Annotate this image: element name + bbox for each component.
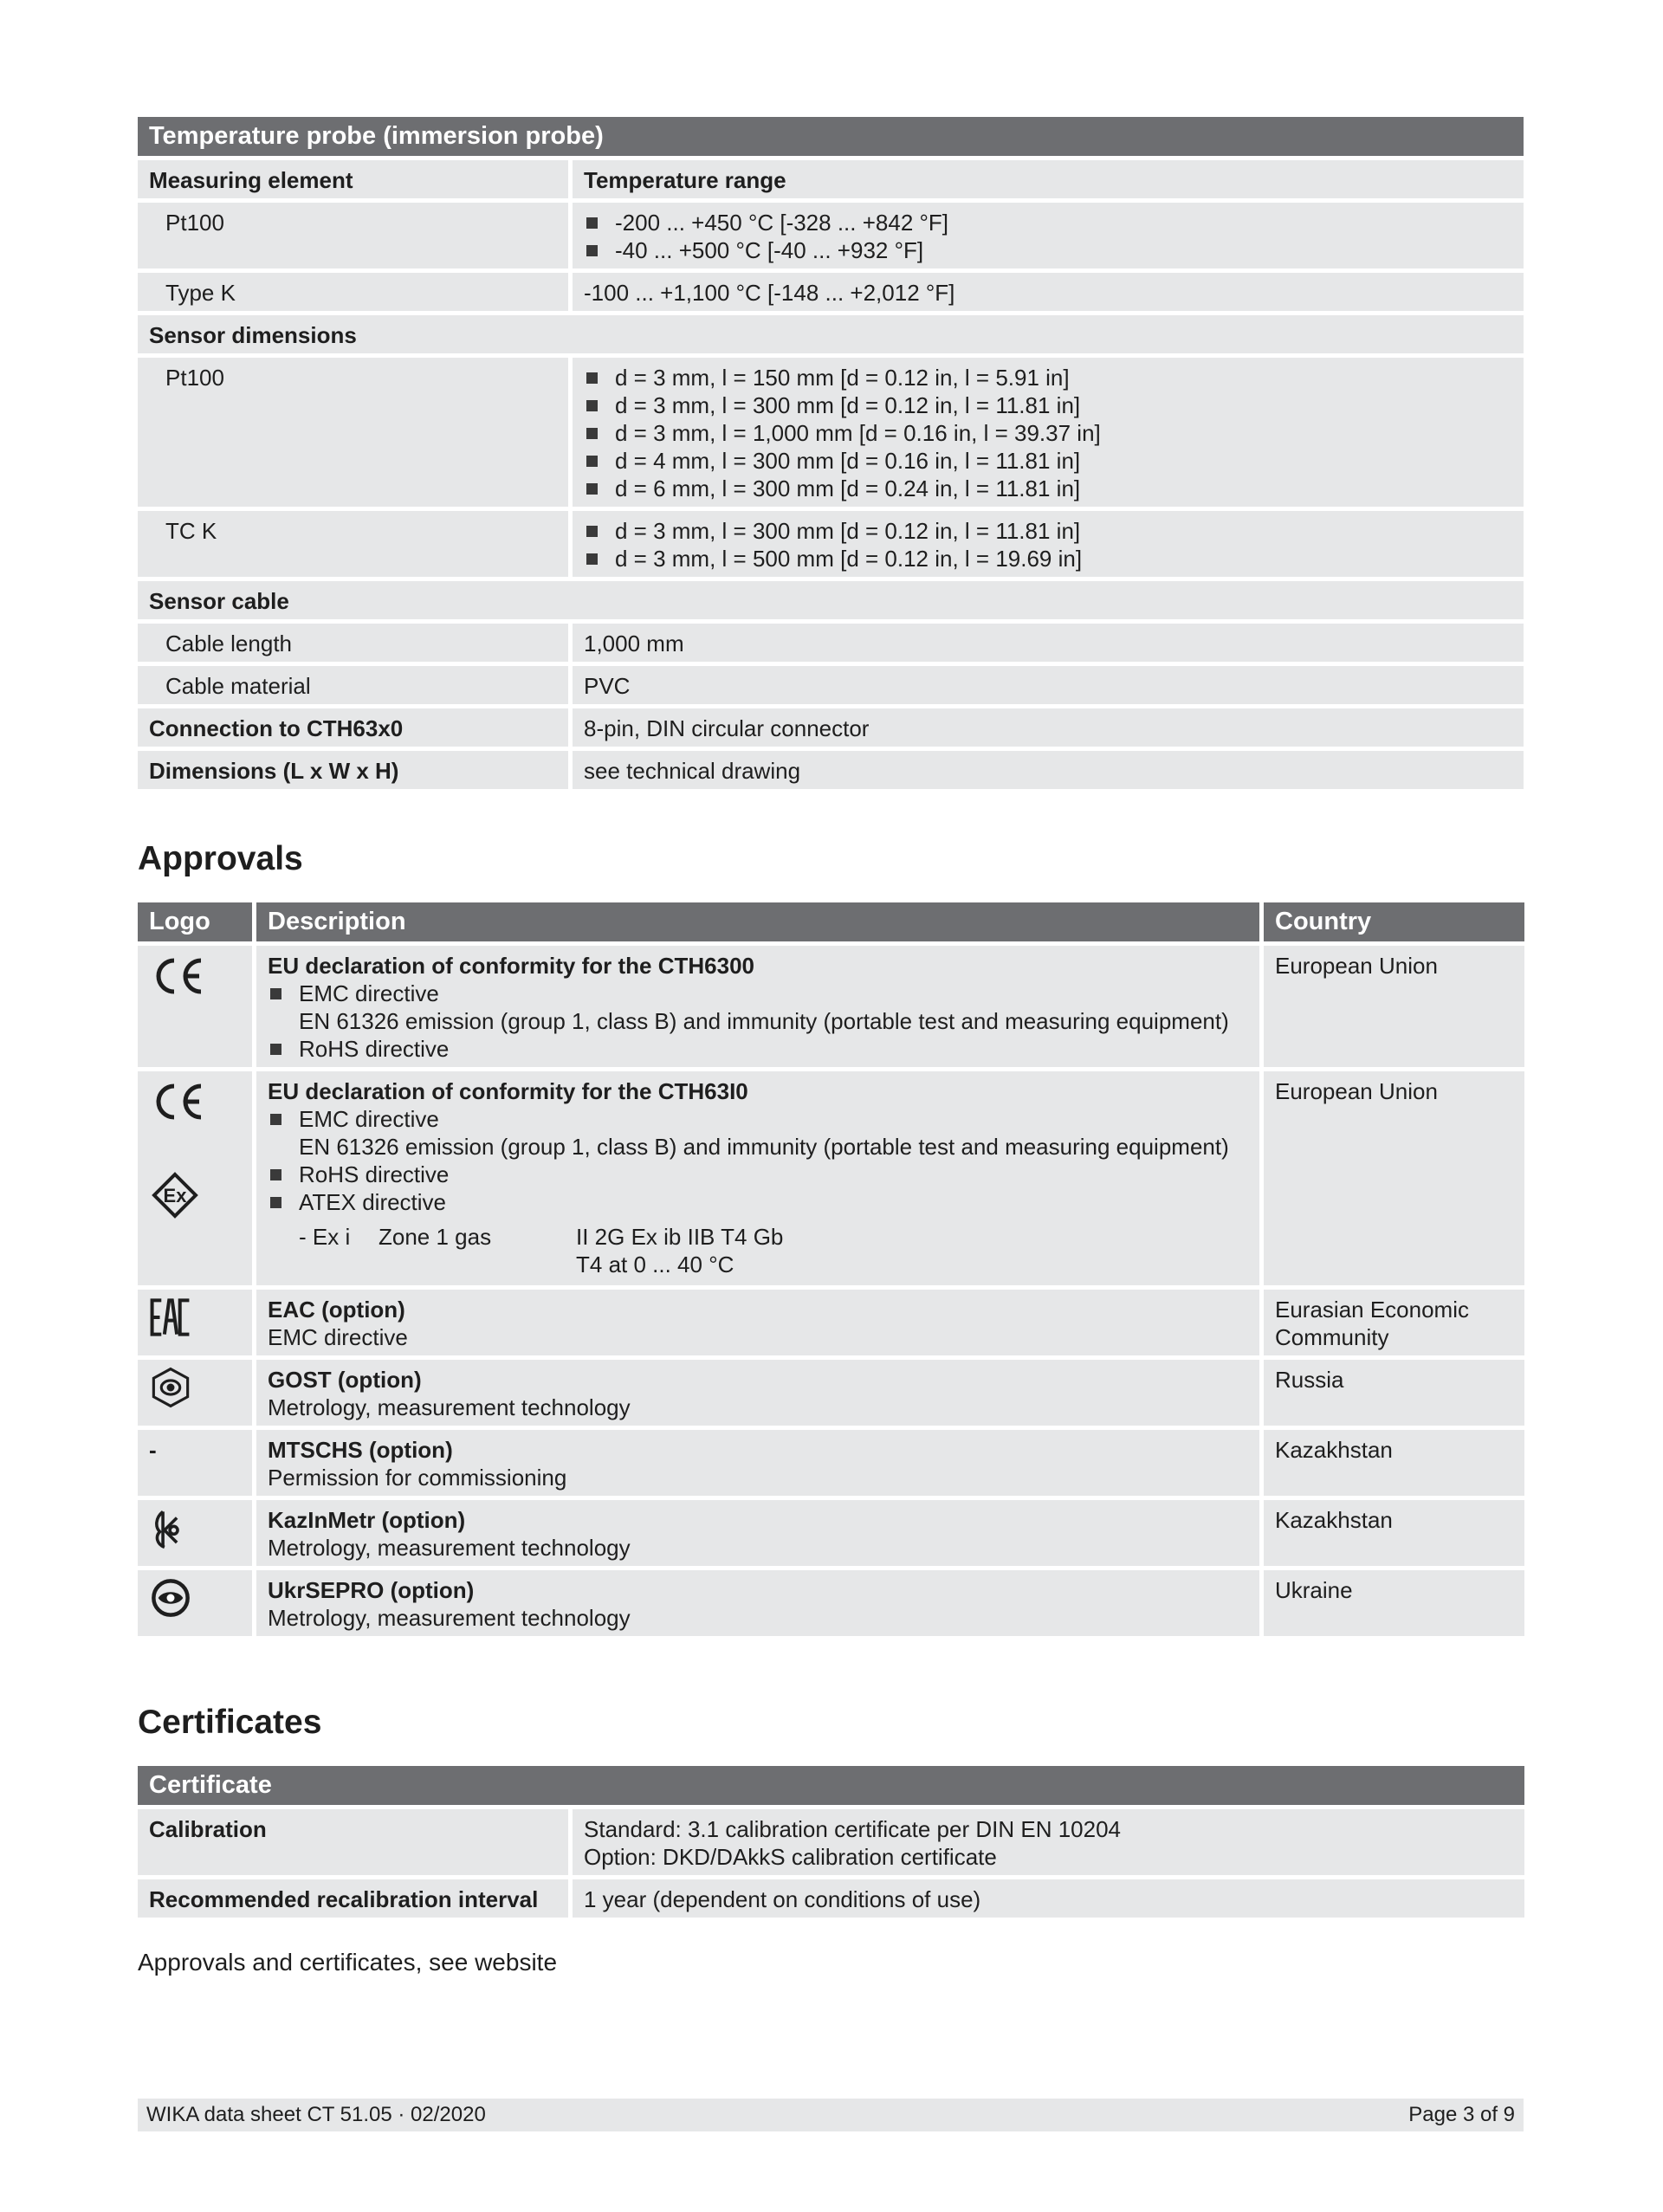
description-cell — [256, 1430, 1264, 1496]
table-row — [138, 1290, 1524, 1355]
atex-ex: - Ex i — [299, 1224, 351, 1250]
cable-length-label: Cable length — [138, 624, 573, 662]
atex-code: II 2G Ex ib IIB T4 Gb — [576, 1224, 784, 1250]
approval-desc: Permission for commissioning — [268, 1465, 567, 1491]
description-cell — [256, 1570, 1264, 1636]
dimensions-label: Dimensions (L x W x H) — [138, 751, 573, 789]
cable-length-value: 1,000 mm — [573, 624, 1524, 662]
cable-material-value: PVC — [573, 666, 1524, 704]
dimensions-value: see technical drawing — [573, 751, 1524, 789]
approvals-note: Approvals and certificates, see website — [138, 1949, 558, 1976]
kazinmetr-icon — [149, 1506, 192, 1551]
certificate-column-header: Certificate — [138, 1766, 1524, 1805]
list-item: d = 3 mm, l = 300 mm [d = 0.12 in, l = 11.81 in] — [584, 391, 1512, 419]
list-item: d = 3 mm, l = 1,000 mm [d = 0.16 in, l = 39.37 in] — [584, 419, 1512, 447]
country-cell: Kazakhstan — [1264, 1500, 1524, 1566]
list-item: d = 3 mm, l = 500 mm [d = 0.12 in, l = 19.69 in] — [584, 545, 1512, 572]
eac-icon — [149, 1296, 192, 1339]
directive-list — [268, 1105, 1248, 1133]
dim-pt100-list — [584, 364, 1512, 502]
country-cell: Eurasian Economic Community — [1264, 1290, 1524, 1355]
list-item: -200 ... +450 °C [-328 ... +842 °F] — [584, 209, 1512, 236]
list-item: d = 4 mm, l = 300 mm [d = 0.16 in, l = 11.81 in] — [584, 447, 1512, 475]
approval-desc: EMC directive — [268, 1324, 408, 1350]
list-item: d = 6 mm, l = 300 mm [d = 0.24 in, l = 11.81 in] — [584, 475, 1512, 502]
page-number: Page 3 of 9 — [1408, 2103, 1515, 2126]
connection-value: 8-pin, DIN circular connector — [573, 708, 1524, 747]
table-row — [138, 1071, 1524, 1285]
logo-cell — [138, 1570, 256, 1636]
directive-list — [268, 1161, 1248, 1216]
approval-title: GOST (option) — [268, 1367, 422, 1393]
typek-range: -100 ... +1,100 °C [-148 ... +2,012 °F] — [573, 273, 1524, 311]
table-row — [138, 1360, 1524, 1426]
approvals-table — [138, 898, 1524, 1640]
table-row — [138, 1809, 1524, 1875]
table-row — [138, 1570, 1524, 1636]
table-row — [138, 666, 1524, 704]
logo-column-header: Logo — [138, 902, 256, 941]
logo-cell — [138, 1500, 256, 1566]
list-item: d = 3 mm, l = 150 mm [d = 0.12 in, l = 5.91 in] — [584, 364, 1512, 391]
country-cell: European Union — [1264, 1071, 1524, 1285]
probe-table — [138, 113, 1524, 793]
cable-material-label: Cable material — [138, 666, 573, 704]
logo-cell: - — [138, 1430, 256, 1496]
approval-title: MTSCHS (option) — [268, 1437, 453, 1463]
calibration-option: Option: DKD/DAkkS calibration certificate — [584, 1844, 997, 1870]
typek-label: Type K — [138, 273, 573, 311]
gost-icon — [149, 1366, 192, 1409]
logo-cell — [138, 1290, 256, 1355]
directive-list — [268, 1035, 1248, 1063]
svg-text:Ex: Ex — [163, 1185, 187, 1206]
logo-cell — [138, 1360, 256, 1426]
table-row — [138, 1430, 1524, 1496]
footer-left: WIKA data sheet CT 51.05 · 02/2020 — [146, 2103, 486, 2126]
approval-title: EAC (option) — [268, 1297, 405, 1323]
list-item: -40 ... +500 °C [-40 ... +932 °F] — [584, 236, 1512, 264]
dim-tck-label: TC K — [138, 511, 573, 577]
atex-zone: Zone 1 gas — [379, 1224, 492, 1250]
approval-title: EU declaration of conformity for the CTH6300 — [268, 953, 754, 979]
table-row — [138, 1500, 1524, 1566]
certificates-heading: Certificates — [138, 1704, 322, 1741]
table-row — [138, 273, 1524, 311]
pt100-range-list — [584, 209, 1512, 264]
calibration-label: Calibration — [138, 1809, 573, 1875]
list-item: d = 3 mm, l = 300 mm [d = 0.12 in, l = 11.81 in] — [584, 517, 1512, 545]
logo-cell — [138, 1071, 256, 1285]
description-cell — [256, 1290, 1264, 1355]
country-cell: Kazakhstan — [1264, 1430, 1524, 1496]
recalibration-label: Recommended recalibration interval — [138, 1879, 573, 1918]
country-cell: Russia — [1264, 1360, 1524, 1426]
emc-detail: EN 61326 emission (group 1, class B) and immunity (portable test and measuring equipment) — [299, 1008, 1229, 1034]
sensor-dimensions-heading: Sensor dimensions — [138, 315, 1524, 353]
country-cell: Ukraine — [1264, 1570, 1524, 1636]
page-footer — [138, 2099, 1524, 2131]
connection-label: Connection to CTH63x0 — [138, 708, 573, 747]
sensor-cable-heading: Sensor cable — [138, 581, 1524, 619]
list-item: EMC directive — [268, 1105, 1248, 1133]
description-cell — [256, 946, 1264, 1067]
description-column-header: Description — [256, 902, 1264, 941]
country-cell: European Union — [1264, 946, 1524, 1067]
description-cell — [256, 1071, 1264, 1285]
approval-title: KazInMetr (option) — [268, 1507, 466, 1533]
approval-title: EU declaration of conformity for the CTH63I0 — [268, 1078, 748, 1104]
calibration-value — [573, 1809, 1524, 1875]
certificates-table — [138, 1762, 1524, 1922]
directive-list — [268, 980, 1248, 1007]
country-column-header: Country — [1264, 902, 1524, 941]
table-row — [138, 751, 1524, 789]
list-item: RoHS directive — [268, 1161, 1248, 1188]
dim-pt100-label: Pt100 — [138, 358, 573, 507]
description-cell — [256, 1500, 1264, 1566]
list-item: ATEX directive — [268, 1188, 1248, 1216]
list-item: RoHS directive — [268, 1035, 1248, 1063]
table-row — [138, 203, 1524, 268]
approval-title: UkrSEPRO (option) — [268, 1577, 475, 1603]
logo-cell — [138, 946, 256, 1067]
emc-detail: EN 61326 emission (group 1, class B) and immunity (portable test and measuring equipment) — [299, 1134, 1229, 1160]
table-row — [138, 708, 1524, 747]
table-row — [138, 946, 1524, 1067]
calibration-standard: Standard: 3.1 calibration certificate per DIN EN 10204 — [584, 1816, 1122, 1842]
probe-table-header: Temperature probe (immersion probe) — [138, 117, 1524, 156]
atex-ex-icon — [149, 1171, 201, 1219]
recalibration-value: 1 year (dependent on conditions of use) — [573, 1879, 1524, 1918]
list-item: EMC directive — [268, 980, 1248, 1007]
pt100-label: Pt100 — [138, 203, 573, 268]
approval-desc: Metrology, measurement technology — [268, 1605, 631, 1631]
atex-temp: T4 at 0 ... 40 °C — [576, 1252, 734, 1277]
table-row — [138, 358, 1524, 507]
approval-desc: Metrology, measurement technology — [268, 1394, 631, 1420]
temperature-range-header: Temperature range — [573, 160, 1524, 198]
ce-mark-icon — [149, 952, 204, 1000]
table-row — [138, 624, 1524, 662]
dim-tck-list — [584, 517, 1512, 572]
description-cell — [256, 1360, 1264, 1426]
approvals-heading: Approvals — [138, 840, 303, 877]
ukrsepro-icon — [149, 1576, 192, 1620]
table-row — [138, 1879, 1524, 1918]
measuring-element-header: Measuring element — [138, 160, 573, 198]
atex-detail — [268, 1223, 1248, 1278]
table-row — [138, 511, 1524, 577]
approval-desc: Metrology, measurement technology — [268, 1535, 631, 1561]
ce-mark-icon — [149, 1077, 204, 1126]
